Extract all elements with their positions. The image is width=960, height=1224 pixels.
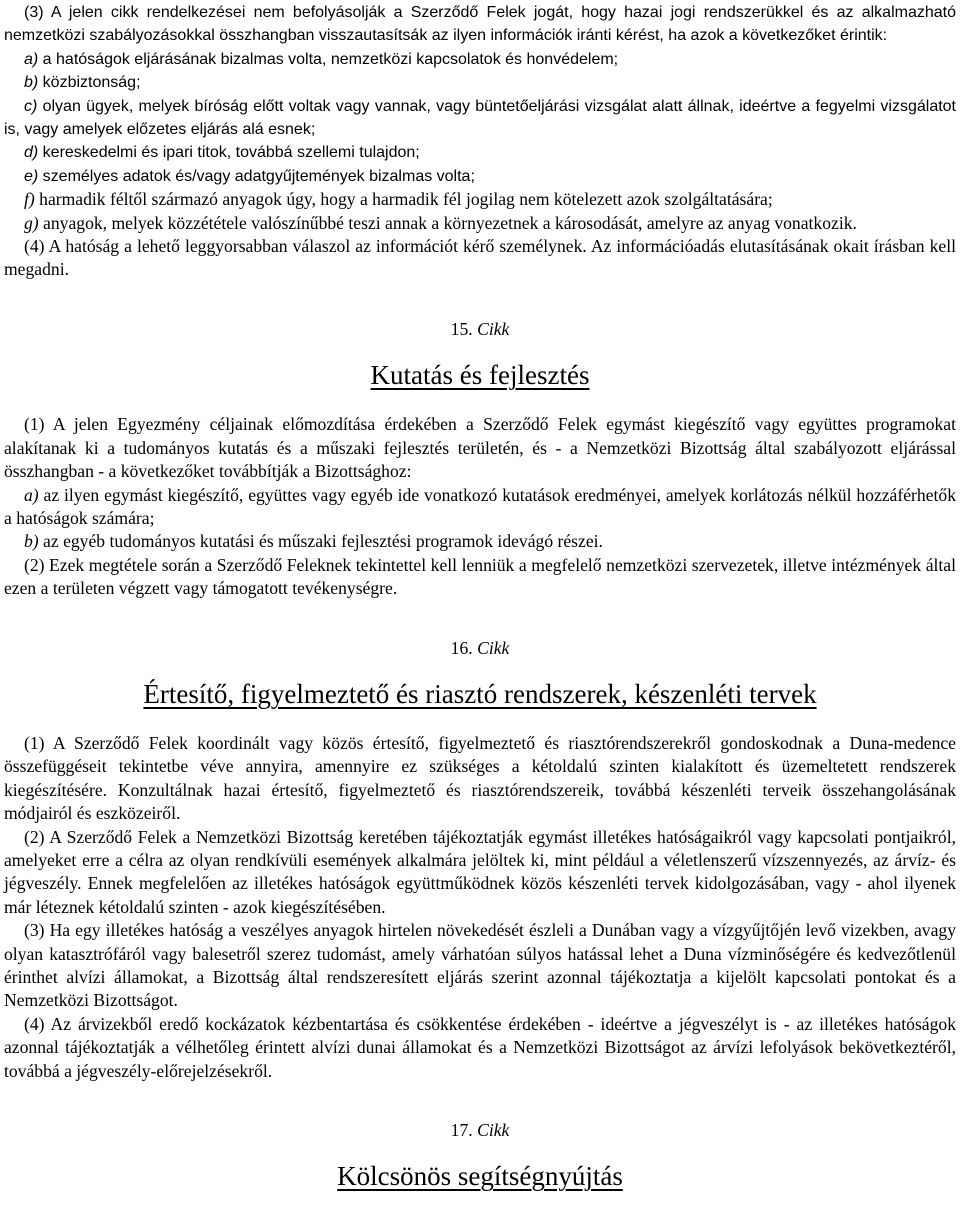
paragraph-16-1: (1) A Szerződő Felek koordinált vagy közös értesítő, figyelmeztető és riasztórendszerekről gondoskodnak a Duna-medence összefüggéseit tekintetbe véve annyira, amennyire ez szükséges a kétoldalú szinten kialakított és üzemeltetett rendszerek kiegészítésére. Konzultálnak hazai értesítő, figyelmeztető és riasztórendszereik, továbbá készenléti terveik összehangolásának módjairól és eszközeiről. xyxy=(4,732,956,824)
spacer xyxy=(4,282,956,318)
paragraph-16-3: (3) Ha egy illetékes hatóság a veszélyes anyagok hirtelen növekedését észleli a Dunában vagy a vízgyűjtőjén levő vizekben, avagy olyan katasztrófáról vagy balesetről szerez tudomást, amely várhatóan súlyos hatással lehet a Duna vízminőségére és kedvezőtlenül érinthet alvízi államokat, a Bizottság által rendszeresített eljárás szerint azonnal tájékoztatja a kijelölt kapcsolati pontokat és a Nemzetközi Bizottságot. xyxy=(4,920,956,1011)
list-item-c xyxy=(4,95,956,142)
list-item-15-a xyxy=(4,484,956,531)
paragraph-14-4: (4) A hatóság a lehető leggyorsabban válaszol az információt kérő személynek. Az információadás elutasításának okait írásban kell megadni. xyxy=(4,236,956,280)
spacer xyxy=(4,601,956,637)
article-15-title: Kutatás és fejlesztés xyxy=(370,360,590,391)
paragraph-16-2: (2) A Szerződő Felek a Nemzetközi Bizottság keretében tájékoztatják egymást illetékes hatóságaikról vagy kapcsolati pontjaikról, amelyeket erre a célra az olyan rendkívüli események alkalmára jelöltek ki, mint például a véletlenszerű vízszennyezés, az árvíz- és jégveszély. Ennek megfelelően az illetékes hatóságok együttműködnek közös készenléti tervek kidolgozásában, vagy - ahol ilyenek már léteznek kétoldalú szinten - azok kiegészítésében. xyxy=(4,826,956,917)
item-label: f) xyxy=(24,189,35,210)
spacer xyxy=(4,1083,956,1119)
item-label: b) xyxy=(24,74,39,92)
item-text: kereskedelmi és ipari titok, továbbá szellemi tulajdon; xyxy=(38,144,420,162)
item-label: d) xyxy=(24,144,39,162)
list-item-d xyxy=(4,141,956,164)
item-label: c) xyxy=(24,97,38,115)
spacer xyxy=(4,1142,956,1160)
item-label: a) xyxy=(24,50,39,68)
article-15-number xyxy=(4,318,956,341)
list-item-f xyxy=(4,188,956,211)
article-17-title: Kölcsönös segítségnyújtás xyxy=(337,1161,623,1192)
paragraph-16-4: (4) Az árvizekből eredő kockázatok kézbentartása és csökkentése érdekében - ideértve a jégveszélyt is - az illetékes hatóságok azonnal tájékoztatják a vélhetőleg érintett alvízi dunai államokat és a Nemzetközi Bizottságot az árvízi lefolyások bekövetkeztéről, továbbá a jégveszély-előrejelzésekről. xyxy=(4,1013,956,1081)
item-text: közbiztonság; xyxy=(38,74,141,92)
item-text: harmadik féltől származó anyagok úgy, hogy a harmadik fél jogilag nem kötelezett azok szolgáltatására; xyxy=(34,189,773,210)
paragraph-15-1: (1) A jelen Egyezmény céljainak előmozdítása érdekében a Szerződő Felek egymást kiegészítő vagy együttes programokat alakítanak ki a tudományos kutatás és a műszaki fejlesztés területén, és - a Nemzetközi Bizottság által szabályozott eljárással összhangban - a következőket továbbítják a Bizottsághoz: xyxy=(4,414,956,482)
article-17-number xyxy=(4,1119,956,1142)
item-text: olyan ügyek, melyek bíróság előtt voltak vagy vannak, vagy büntetőeljárási vizsgálat alatt állnak, ideértve a fegyelmi vizsgálatot is, vagy amelyek előzetes eljárás alá esnek; xyxy=(4,97,956,139)
article-num: 15. xyxy=(450,318,473,339)
item-text: személyes adatok és/vagy adatgyűjtemények bizalmas volta; xyxy=(38,167,475,185)
spacer xyxy=(4,660,956,678)
list-item-15-b xyxy=(4,530,956,553)
item-text: az egyéb tudományos kutatási és műszaki fejlesztési programok idevágó részei. xyxy=(38,531,603,552)
article-word: Cikk xyxy=(477,1120,510,1141)
spacer xyxy=(4,391,956,413)
article-16-number xyxy=(4,637,956,660)
item-label: a) xyxy=(24,484,39,505)
paragraph-14-3: (3) A jelen cikk rendelkezései nem befolyásolják a Szerződő Felek jogát, hogy hazai jogi rendszerükkel és az alkalmazható nemzetközi szabályozásokkal összhangban visszautasítsák az ilyen információk iránti kérést, ha azok a következőket érintik: xyxy=(4,4,956,45)
article-16-title: Értesítő, figyelmeztető és riasztó rendszerek, készenléti tervek xyxy=(143,678,817,709)
item-text: anyagok, melyek közzététele valószínűbbé teszi annak a környezetnek a károsodását, amelyre az anyag vonatkozik. xyxy=(38,212,857,233)
spacer xyxy=(4,710,956,732)
article-word: Cikk xyxy=(477,318,510,339)
article-num: 16. xyxy=(450,637,473,658)
document-page xyxy=(4,0,956,1192)
item-text: az ilyen egymást kiegészítő, együttes vagy egyéb ide vonatkozó kutatások eredményei, amelyek korlátozás nélkül hozzáférhetők a hatóságok számára; xyxy=(4,484,956,528)
article-word: Cikk xyxy=(477,637,510,658)
item-text: a hatóságok eljárásának bizalmas volta, nemzetközi kapcsolatok és honvédelem; xyxy=(38,50,619,68)
list-14-3 xyxy=(4,48,956,235)
list-item-g xyxy=(4,212,956,235)
list-item-b xyxy=(4,71,956,94)
list-item-e xyxy=(4,165,956,188)
article-num: 17. xyxy=(450,1120,473,1141)
spacer xyxy=(4,341,956,359)
item-label: g) xyxy=(24,212,39,233)
item-label: e) xyxy=(24,167,39,185)
paragraph-15-2: (2) Ezek megtétele során a Szerződő Feleknek tekintettel kell lenniük a megfelelő nemzetközi szervezetek, illetve intézmények által ezen a területen végzett vagy támogatott tevékenységre. xyxy=(4,554,956,599)
list-item-a xyxy=(4,48,956,71)
item-label: b) xyxy=(24,531,39,552)
